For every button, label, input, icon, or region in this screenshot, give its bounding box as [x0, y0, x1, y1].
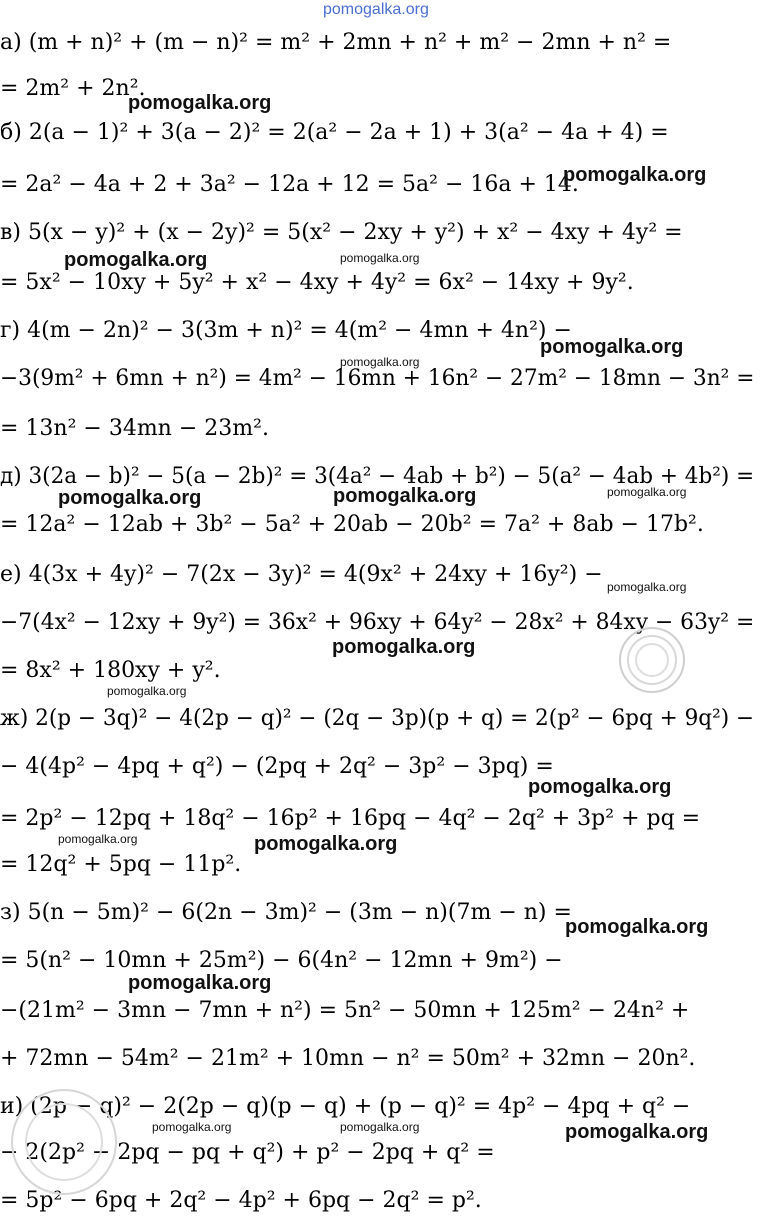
watermark: pomogalka.org	[333, 485, 477, 507]
watermark: pomogalka.org	[128, 972, 272, 994]
watermark: pomogalka.org	[540, 336, 684, 358]
equation-line: а) (m + n)² + (m − n)² = m² + 2mn + n² + m² − 2mn + n² =	[0, 30, 672, 55]
equation-line: = 2m² + 2n².	[0, 76, 146, 101]
stamp-icon	[612, 620, 692, 700]
watermark: pomogalka.org	[332, 636, 476, 658]
watermark: pomogalka.org	[58, 487, 202, 509]
watermark: pomogalka.org	[340, 355, 420, 369]
watermark: pomogalka.org	[565, 916, 709, 938]
equation-line: е) 4(3x + 4y)² − 7(2x − 3y)² = 4(9x² + 24xy + 16y²) −	[0, 562, 603, 587]
watermark: pomogalka.org	[340, 1120, 420, 1134]
equation-line: и) (2p − q)² − 2(2p − q)(p − q) + (p − q)² = 4p² − 4pq + q² −	[0, 1094, 691, 1119]
equation-line: в) 5(x − y)² + (x − 2y)² = 5(x² − 2xy + y²) + x² − 4xy + 4y² =	[0, 220, 683, 245]
equation-line: = 8x² + 180xy + y².	[0, 658, 221, 683]
equation-line: = 2a² − 4a + 2 + 3a² − 12a + 12 = 5a² − 16a + 14.	[0, 172, 579, 197]
equation-line: − 2(2p² − 2pq − pq + q²) + p² − 2pq + q² =	[0, 1140, 495, 1165]
watermark: pomogalka.org	[528, 776, 672, 798]
watermark: pomogalka.org	[107, 684, 187, 698]
stamp-icon	[4, 1082, 124, 1202]
equation-line: = 13n² − 34mn − 23m².	[0, 416, 269, 441]
equation-line: б) 2(a − 1)² + 3(a − 2)² = 2(a² − 2a + 1) + 3(a² − 4a + 4) =	[0, 120, 669, 145]
equation-line: = 2p² − 12pq + 18q² − 16p² + 16pq − 4q² − 2q² + 3p² + pq =	[0, 806, 701, 831]
equation-line: ж) 2(p − 3q)² − 4(2p − q)² − (2q − 3p)(p + q) = 2(p² − 6pq + 9q²) −	[0, 706, 755, 731]
watermark-top: pomogalka.org	[323, 1, 429, 18]
watermark: pomogalka.org	[565, 1121, 709, 1143]
equation-line: −7(4x² − 12xy + 9y²) = 36x² + 96xy + 64y² − 28x² + 84xy − 63y² =	[0, 610, 755, 635]
equation-line: −3(9m² + 6mn + n²) = 4m² − 16mn + 16n² − 27m² − 18mn − 3n² =	[0, 366, 755, 391]
equation-line: = 5x² − 10xy + 5y² + x² − 4xy + 4y² = 6x² − 14xy + 9y².	[0, 270, 634, 295]
watermark: pomogalka.org	[58, 832, 138, 846]
watermark: pomogalka.org	[563, 164, 707, 186]
equation-line: = 12a² − 12ab + 3b² − 5a² + 20ab − 20b² = 7a² + 8ab − 17b².	[0, 512, 704, 537]
equation-line: − 4(4p² − 4pq + q²) − (2pq + 2q² − 3p² − 3pq) =	[0, 754, 554, 779]
watermark: pomogalka.org	[607, 580, 687, 594]
watermark: pomogalka.org	[254, 833, 398, 855]
watermark: pomogalka.org	[152, 1120, 232, 1134]
watermark: pomogalka.org	[128, 92, 272, 114]
equation-line: д) 3(2a − b)² − 5(a − 2b)² = 3(4a² − 4ab + b²) − 5(a² − 4ab + 4b²) =	[0, 464, 755, 489]
watermark: pomogalka.org	[64, 249, 208, 271]
equation-line: г) 4(m − 2n)² − 3(3m + n)² = 4(m² − 4mn + 4n²) −	[0, 318, 572, 343]
watermark: pomogalka.org	[340, 251, 420, 265]
equation-line: з) 5(n − 5m)² − 6(2n − 3m)² − (3m − n)(7m − n) =	[0, 900, 572, 925]
equation-line: = 5p² − 6pq + 2q² − 4p² + 6pq − 2q² = p².	[0, 1188, 482, 1213]
watermark: pomogalka.org	[607, 485, 687, 499]
equation-line: −(21m² − 3mn − 7mn + n²) = 5n² − 50mn + 125m² − 24n² +	[0, 998, 690, 1023]
equation-line: + 72mn − 54m² − 21m² + 10mn − n² = 50m² + 32mn − 20n².	[0, 1046, 696, 1071]
equation-line: = 5(n² − 10mn + 25m²) − 6(4n² − 12mn + 9m²) −	[0, 948, 563, 973]
equation-line: = 12q² + 5pq − 11p².	[0, 852, 242, 877]
